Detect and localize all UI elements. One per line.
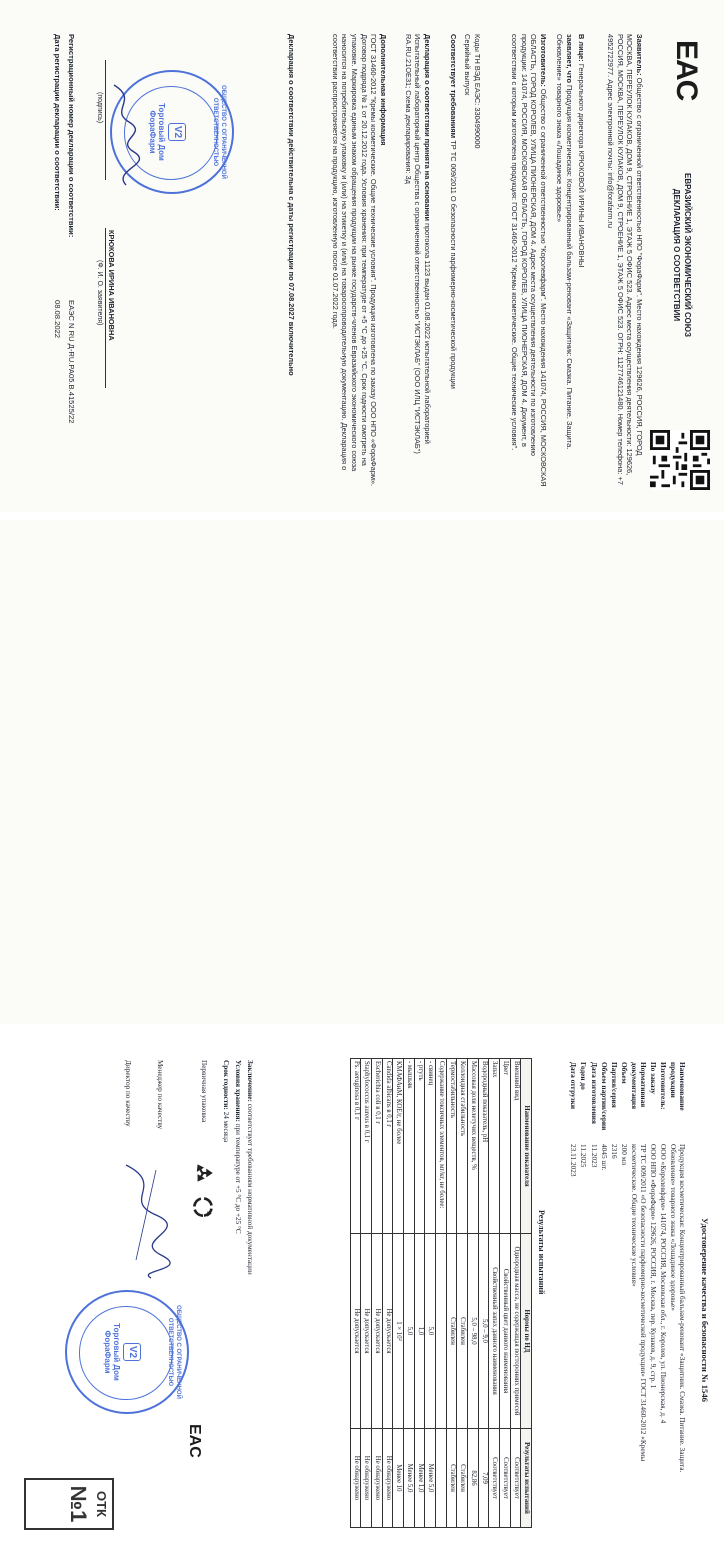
info-key: Годен до (579, 1062, 589, 1090)
test-result: Не обнаружено (350, 1429, 361, 1528)
company-stamp (65, 1290, 189, 1414)
test-norm: 5,0 (403, 1234, 414, 1429)
table-row (414, 1059, 425, 1528)
quality-manager: Менеджер по качеству (156, 1060, 164, 1130)
info-value: 4045 шт. (599, 1144, 609, 1171)
hs-code: Коды ТН ВЭД ЕАЭС: 3304990000 (473, 34, 482, 149)
validity-date: 07.08.2027 (287, 282, 296, 320)
info-value: 11.2025 (579, 1144, 589, 1168)
info-value: 2316 (609, 1144, 619, 1159)
test-result (435, 1429, 446, 1528)
otk-line1: ОТК (94, 1491, 109, 1517)
info-value: ТР ТС 009/2011 «О безопасности парфюмерно-косметической продукции» ГОСТ 31460-2012 «Кремы косметические. Общие технические условия» (629, 1144, 649, 1462)
table-row (467, 1059, 478, 1528)
test-result: Не обнаружено (382, 1429, 393, 1528)
eac-small-logo: EAC (186, 1424, 203, 1458)
info-key: Изготовитель: (659, 1062, 669, 1110)
test-result: 82,86 (467, 1429, 478, 1528)
conformity-text: ТР ТС 009/2011 О безопасности парфюмерно-косметической продукции (449, 140, 458, 389)
eac-logo: EAC (670, 40, 703, 101)
reg-number-label: Регистрационный номер декларации о соответствии: (67, 34, 76, 238)
info-value: ООО НПО «ФораФарм» 129626, РОССИЯ, г. Москва, пер. Кулаков, д. 9, стр. 1 (649, 1144, 659, 1389)
table-row (457, 1059, 468, 1528)
shelf-label: Срок годности: (222, 1060, 230, 1110)
person-block (576, 34, 586, 488)
stamp-ring-text: ОБЩЕСТВО С ОГРАНИЧЕННОЙ ОТВЕТСТВЕННОСТЬЮ (212, 85, 226, 179)
info-value: Продукция косметическая: Концентрированный бальзам-реновант «Защитник. Смазка. Питание. Защита. Обновление» товарного знака «Лошадиное здоровье» (669, 1144, 688, 1473)
info-row (599, 1060, 609, 1480)
declaration-header (670, 140, 692, 370)
test-name: Внешний вид (510, 1059, 521, 1234)
manufacturer-text: Общество с ограниченной ответственностью "Королевфарм". Место нахождения 141074, РОССИЯ, МОСКОВСКАЯ ОБЛАСТЬ, ГОРОД КОРОЛЕВ, УЛИЦА ПИОНЕРСКАЯ, ДОМ 4. Адрес места осуществления деятельности по изготовлению продукции: 141074, РОССИЯ, МОСКОВСКАЯ ОБЛАСТЬ, ГОРОД КОРОЛЕВ, УЛИЦА ПИОНЕРСКАЯ, ДОМ 4. Документ, в соответствии с которым изготовлена продукция: ГОСТ 31460-2012 "Кремы косметические. Общие технические условия". (510, 34, 548, 487)
serial-release: Серийный выпуск (463, 34, 472, 96)
test-result: Стабилен (457, 1429, 468, 1528)
validity-block (286, 34, 296, 488)
certificate-info-table (569, 1060, 688, 1480)
storage-text: при температуре от +5 °С до +25 °С (234, 1123, 242, 1234)
person-label: В лице: (577, 34, 586, 62)
applicant-text: Общество с ограниченной ответственностью НПО "ФораФарм". Место нахождения 129626, РОССИЯ, ГОРОД МОСКВА, ПЕРЕУЛОК КУЛАКОВ, ДОМ 9, СТРОЕНИЕ 1, ЭТАЖ 5 ОФИС 523. Адрес места осуществления деятельности: 129626, РОССИЯ, МОСКВА, ПЕРЕУЛОК КУЛАКОВ, ДОМ 9, СТРОЕНИЕ 1, ЭТАЖ 5 ОФИС 523. ОГРН: 1127746121480. Номер телефона: +7 4952722977. Адрес электронной почты: info@forafarm.ru (606, 34, 644, 485)
info-row (629, 1060, 648, 1480)
info-key: По заказу (649, 1062, 659, 1094)
test-norm: 5,0 – 9,0 (478, 1234, 489, 1429)
basis-text: протокола 1123 выдан 01.08.2022 испытательной лабораторией Испытательный лабораторный центр Общества с ограниченной ответственностью "ИСТЭКЛАБ" (ООО ИЛЦ "ИСТЭКЛАБ") RA.RU.21OE31; Схема декларирования: 3д (403, 34, 432, 454)
quality-director: Директор по качеству (124, 1060, 132, 1127)
header-title: ДЕКЛАРАЦИЯ О СООТВЕТСТВИИ (672, 188, 682, 322)
test-norm: Стабилен (457, 1234, 468, 1429)
results-header-row (521, 1059, 532, 1528)
info-value: 11.2023 (589, 1144, 599, 1168)
info-row (659, 1060, 669, 1480)
test-norm: Не допускается (350, 1234, 361, 1429)
test-result: Менее 1,0 (414, 1429, 425, 1528)
info-value: 23.11.2023 (569, 1144, 579, 1177)
reg-number: ЕАЭС N RU Д-RU.PA05.В.41525/22 (67, 300, 76, 424)
test-name: Candida albicans в 0,1 г (382, 1059, 393, 1234)
qr-code-icon (650, 430, 710, 490)
stamp-ring-text: ОБЩЕСТВО С ОГРАНИЧЕННОЙ ОТВЕТСТВЕННОСТЬЮ (167, 1305, 181, 1399)
conclusion-text: соответствует требованиям нормативной документации (246, 1103, 254, 1275)
test-result: Соответствует (510, 1429, 521, 1528)
test-norm: 1,0 (414, 1234, 425, 1429)
conclusion-label: Заключение: (246, 1060, 254, 1102)
col-indicator: Наименование показателя (521, 1059, 532, 1234)
info-key: Объем партии/серии (599, 1062, 609, 1131)
test-name: - мышьяк (403, 1059, 414, 1234)
table-row (489, 1059, 500, 1528)
info-value: 200 мл (619, 1144, 629, 1166)
table-row (446, 1059, 457, 1528)
signature-caption: (подпись) (96, 92, 103, 124)
test-result: Соответствует (499, 1429, 510, 1528)
table-row (361, 1059, 372, 1528)
otk-line2: №1 (65, 1485, 91, 1523)
test-name: Ps. aeruginosa в 0,1 г (350, 1059, 361, 1234)
test-norm: Свойственный запах данного наименования (489, 1234, 500, 1429)
person-text: Генерального директора КРЮКОВОЙ ИРИНЫ ИВАНОВНЫ (577, 63, 586, 268)
applicant-block (606, 34, 645, 488)
table-row (478, 1059, 489, 1528)
test-norm: Свойственный цвет данного наименования (499, 1234, 510, 1429)
shelf-text: 24 месяца (222, 1111, 230, 1143)
extra-text: ГОСТ 31460-2012 "Кремы косметические. Общие технические условия". Продукция изготовлена по заказу ООО НПО «ФораФарм». Договор подряда № 1 от 20.12.2012 года. Условия хранения: при температуре от +5 °С до +25 °С. Срок годности смотреть на упаковке. Маркировка единым знаком обращения продукции на рынке государств-членов Евразийского экономического союза наносится на потребительскую упаковку и (или) на этикетку и (или) на товаросопроводительную документацию. Декларация о соответствии распространяется на продукцию, изготовленную после 01.07.2022 года. (330, 34, 379, 487)
shelf-life (221, 1060, 230, 1530)
validity-label: Декларация о соответствии действительна с даты регистрации по (287, 34, 296, 281)
info-row (669, 1060, 688, 1480)
test-norm: Не допускается (382, 1234, 393, 1429)
reg-date: 08.08.2022 (53, 300, 62, 339)
results-table (350, 1058, 532, 1528)
test-norm: 5,0 – 98,0 (467, 1234, 478, 1429)
signature-icon (104, 80, 144, 190)
test-result: Соответствует (489, 1429, 500, 1528)
validity-suffix: включительно (287, 321, 296, 376)
manufacturer-label: Изготовитель: (539, 34, 548, 87)
declares-text: Продукция косметическая: Концентрированный бальзам-реновант «Защитник: Смазка. Питание. Защита. Обновление» товарного знака «Лошадиное здоровье» (555, 34, 574, 450)
results-title: Результаты испытаний (537, 1210, 546, 1295)
test-result: Стабилен (446, 1429, 457, 1528)
applicant-label: Заявитель: (635, 34, 644, 76)
test-name: Staphylococcus aureus в 0,1 г (361, 1059, 372, 1234)
test-name: Коллоидная стабильность (457, 1059, 468, 1234)
conformity-block (448, 34, 458, 488)
header-union: ЕВРАЗИЙСКИЙ ЭКОНОМИЧЕСКИЙ СОЮЗ (683, 172, 692, 338)
packaging: Первичная упаковка (200, 1060, 208, 1123)
stamp-center-1: Торговый Дом (157, 103, 167, 161)
table-row (350, 1059, 361, 1528)
test-norm: Стабилен (446, 1234, 457, 1429)
test-name: Escherichia coli в 0,1 г (371, 1059, 382, 1234)
basis-block (403, 34, 432, 488)
test-name: - ртуть (414, 1059, 425, 1234)
certificate-title: Удостоверение качества и безопасности № 1546 (700, 1218, 710, 1402)
info-row (569, 1060, 579, 1480)
test-name: Содержание токсичных элементов, мг/кг, не более: (435, 1059, 446, 1234)
test-result: Менее 5,0 (425, 1429, 436, 1528)
table-row (499, 1059, 510, 1528)
manufacturer-block (510, 34, 549, 488)
table-row (403, 1059, 414, 1528)
extra-label: Дополнительная информация (379, 34, 388, 146)
stamp-center-2: ФораФарм (148, 110, 158, 154)
signatory-name: КРЮКОВА ИРИНА ИВАНОВНА (107, 230, 116, 341)
signature-icon (116, 1160, 176, 1280)
test-result: Менее 5,0 (403, 1429, 414, 1528)
col-norm: Нормы по НД (521, 1234, 532, 1429)
info-row (609, 1060, 619, 1480)
certificate-sheet (0, 520, 724, 1523)
reg-date-label: Дата регистрации декларации о соответствии: (53, 34, 62, 211)
test-norm: Не допускается (371, 1234, 382, 1429)
table-row (382, 1059, 393, 1528)
conformity-label: Соответствует требованиям (449, 34, 458, 139)
info-row (579, 1060, 589, 1480)
test-name: Массовая доля нелетучих веществ, % (467, 1059, 478, 1234)
test-name: Цвет (499, 1059, 510, 1234)
col-result: Результаты испытаний (521, 1429, 532, 1528)
declaration-sheet (0, 0, 724, 512)
table-row (371, 1059, 382, 1528)
declares-label: заявляет, что (565, 34, 574, 83)
table-row (435, 1059, 446, 1528)
stamp-logo-icon: V2 (168, 123, 186, 141)
recycle-icon (190, 1160, 216, 1186)
info-key: Объем (619, 1062, 629, 1084)
test-name: - свинец (425, 1059, 436, 1234)
stamp-center (103, 1292, 141, 1412)
storage (233, 1060, 242, 1530)
info-key: Наименование продукции (669, 1062, 688, 1111)
test-name: Термостабильность (446, 1059, 457, 1234)
test-name: Запах (489, 1059, 500, 1234)
test-result: 7,09 (478, 1429, 489, 1528)
stamp-center-1: Торговый Дом (112, 1323, 122, 1381)
signatory-caption: (Ф. И. О. заявителя) (96, 260, 103, 326)
table-row (393, 1059, 404, 1528)
info-key: Дата отгрузки (569, 1062, 579, 1110)
info-key: Нормативная документация (629, 1062, 649, 1110)
info-key: Партия/серия (609, 1062, 619, 1108)
declares-block (555, 34, 574, 488)
info-row (649, 1060, 659, 1480)
stamp-center (148, 72, 186, 192)
table-row (425, 1059, 436, 1528)
extra-block (330, 34, 388, 488)
test-norm: Не допускается (361, 1234, 372, 1429)
stamp-center-2: ФораФарм (103, 1330, 113, 1374)
info-value: ООО «Королевфарм» 141074, РОССИЯ, Московская обл., г. Королев, ул. Пионерская, д. 4 (659, 1144, 669, 1424)
test-result: Не обнаружено (361, 1429, 372, 1528)
info-row (619, 1060, 629, 1480)
test-norm (435, 1234, 446, 1429)
info-row (589, 1060, 599, 1480)
conclusion (245, 1060, 254, 1530)
declaration-page (0, 0, 724, 512)
recycle-loop-icon (190, 1194, 216, 1220)
test-name: КМАФАнМ, КОЕ/г, не более (393, 1059, 404, 1234)
storage-label: Условия хранения: (234, 1060, 242, 1122)
test-norm: Однородная масса, не содержащая посторонних примесей (510, 1234, 521, 1429)
test-norm: 5,0 (425, 1234, 436, 1429)
test-norm: 1 × 10² (393, 1234, 404, 1429)
test-name: Водородный показатель, pH (478, 1059, 489, 1234)
certificate-page (0, 1040, 724, 1544)
basis-label: Декларация о соответствии принята на основании (423, 34, 432, 221)
info-key: Дата изготовления (589, 1062, 599, 1124)
stamp-logo-icon: V2 (123, 1343, 141, 1361)
otk-stamp (24, 1478, 114, 1530)
test-result: Не обнаружено (371, 1429, 382, 1528)
test-result: Менее 10 (393, 1429, 404, 1528)
signatory-line (105, 228, 106, 388)
table-row (510, 1059, 521, 1528)
